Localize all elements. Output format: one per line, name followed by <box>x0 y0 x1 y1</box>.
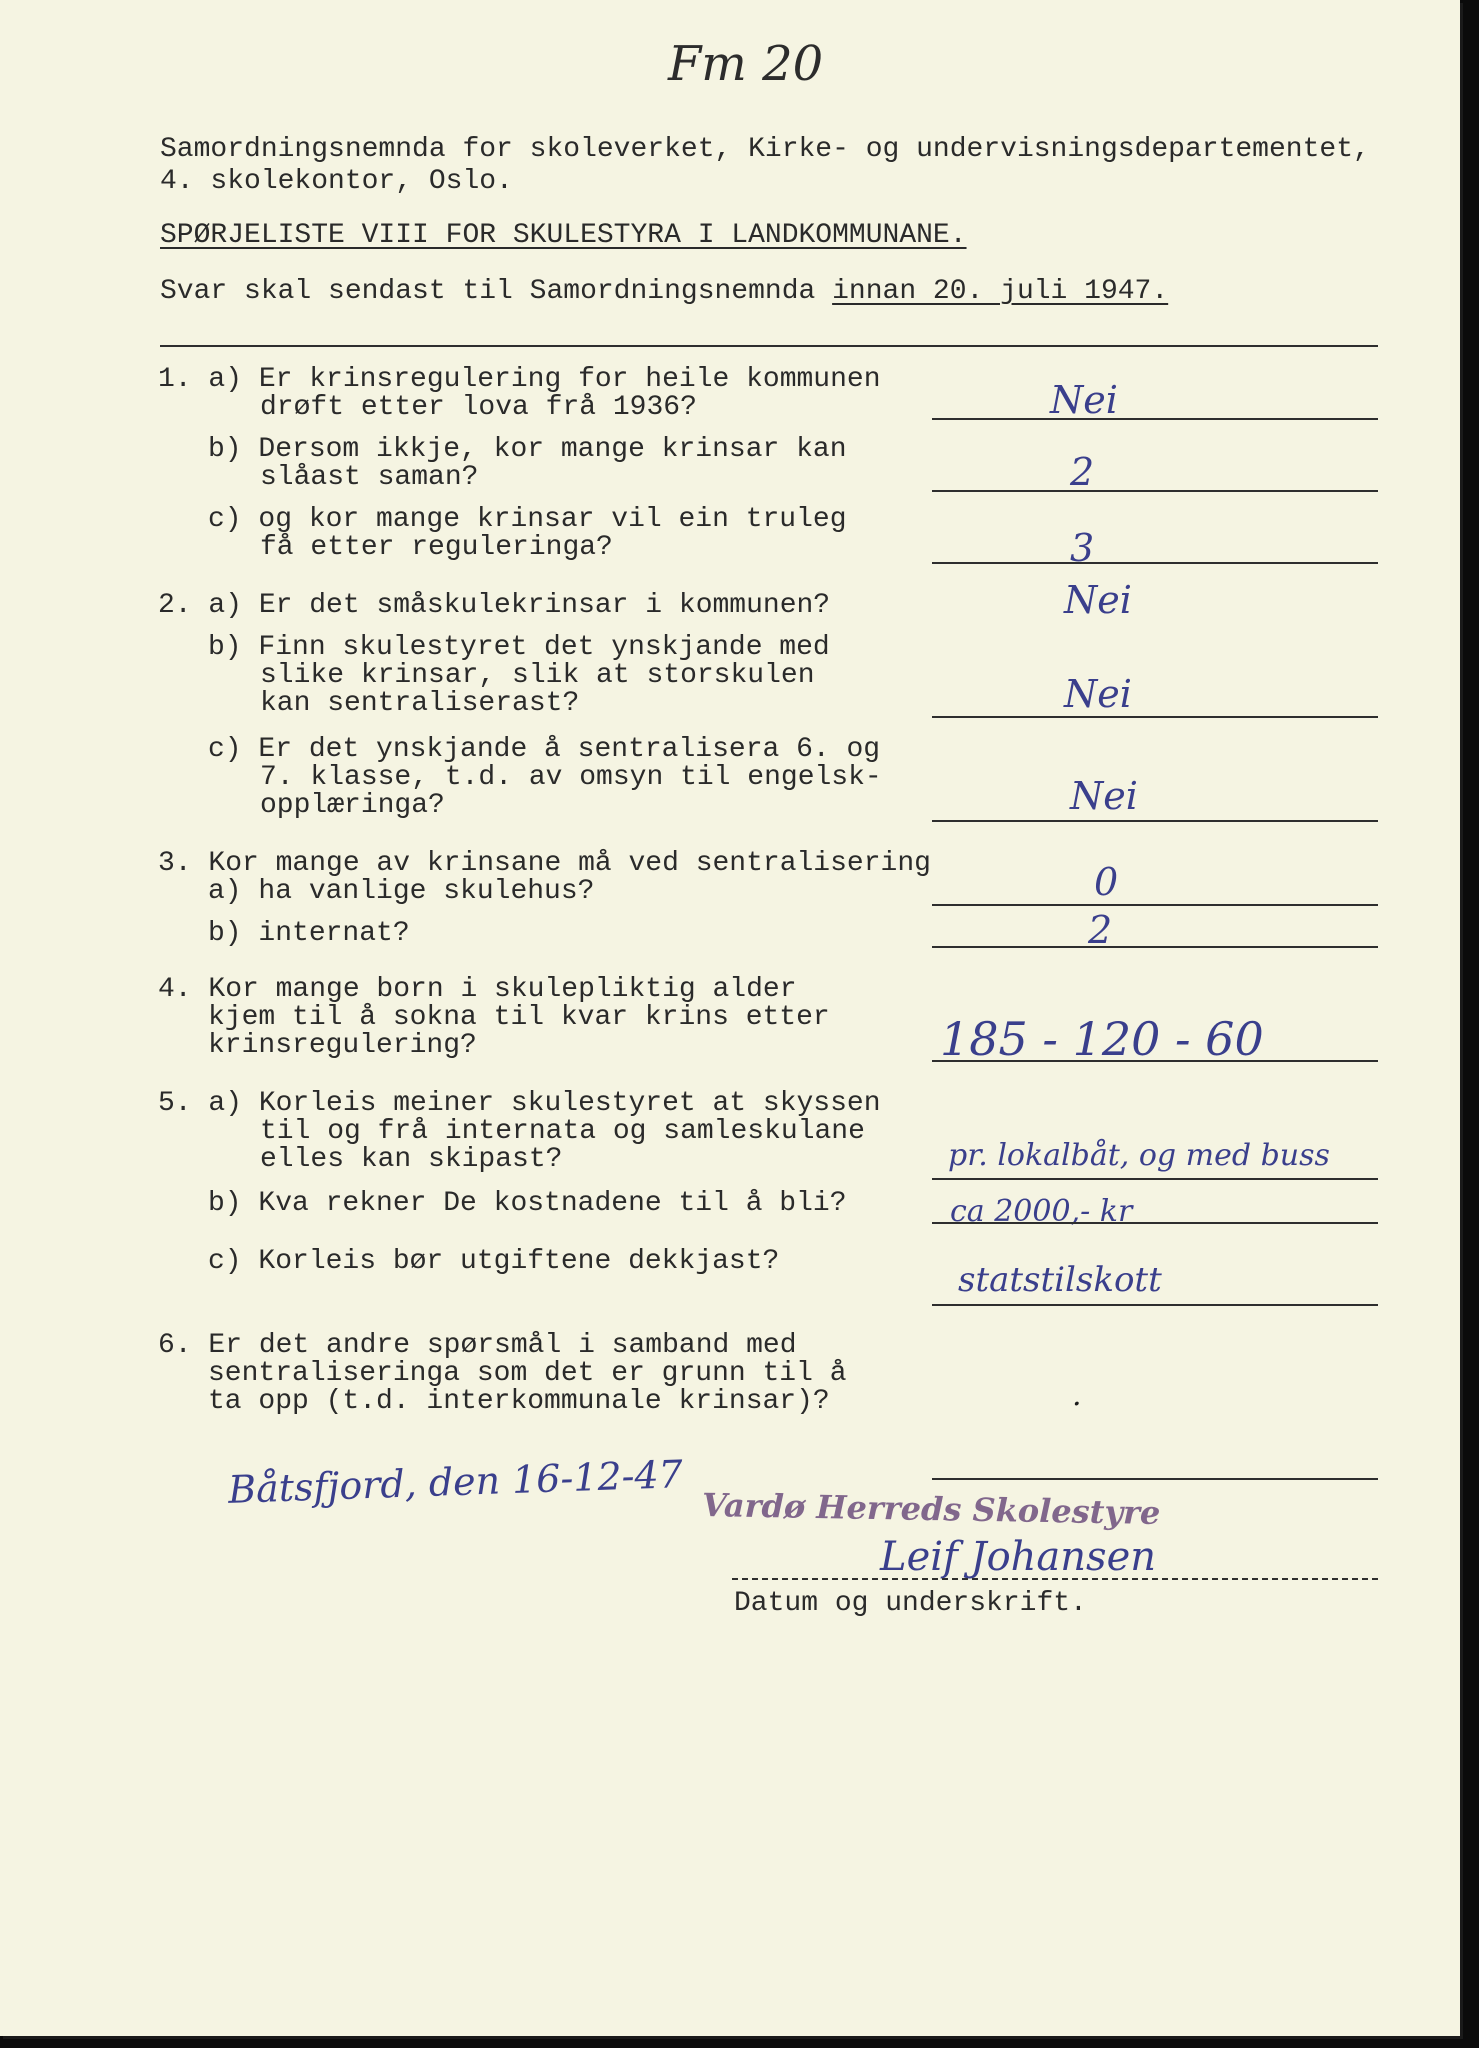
q5a-text-1: 5. a) Korleis meiner skulestyret at skyssen <box>158 1088 881 1119</box>
answer-5b: ca 2000,- kr <box>950 1194 1133 1229</box>
q5b-text: b) Kva rekner De kostnadene til å bli? <box>208 1188 847 1219</box>
q4-text-1: 4. Kor mange born i skulepliktig alder <box>158 974 797 1005</box>
answer-line-2c <box>932 820 1378 822</box>
answer-3b: 2 <box>1088 908 1113 952</box>
q1b-text-2: slåast saman? <box>260 462 479 493</box>
answer-line-6 <box>932 1478 1378 1480</box>
answer-line-4 <box>932 1060 1378 1062</box>
q2a-text: 2. a) Er det småskulekrinsar i kommunen? <box>158 590 831 621</box>
answer-2a: Nei <box>1064 578 1132 622</box>
q6-text-2: sentraliseringa som det er grunn til å <box>208 1358 847 1389</box>
deadline-line <box>160 278 1168 306</box>
q1c-text-2: få etter reguleringa? <box>260 532 613 563</box>
answer-line-1c <box>932 562 1378 564</box>
archive-note: Fm 20 <box>668 36 824 92</box>
answer-5c: statstilskott <box>958 1260 1162 1300</box>
q4-text-2: kjem til å sokna til kvar krins etter <box>208 1002 830 1033</box>
q5c-text: c) Korleis bør utgiftene dekkjast? <box>208 1246 780 1277</box>
q2c-text-2: 7. klasse, t.d. av omsyn til engelsk- <box>260 762 882 793</box>
answer-line-3b <box>932 946 1378 948</box>
answer-3a: 0 <box>1094 860 1119 904</box>
answer-5a: pr. lokalbåt, og med buss <box>948 1138 1330 1173</box>
q1b-text-1: b) Dersom ikkje, kor mange krinsar kan <box>208 434 847 465</box>
answer-1c: 3 <box>1070 526 1095 570</box>
q3a-text: a) ha vanlige skulehus? <box>208 876 595 907</box>
deadline-date: innan 20. juli 1947. <box>832 276 1169 307</box>
answer-1a: Nei <box>1050 378 1118 422</box>
q6-text-1: 6. Er det andre spørsmål i samband med <box>158 1330 797 1361</box>
answer-line-5c <box>932 1304 1378 1306</box>
answer-2b: Nei <box>1064 672 1132 716</box>
header-line-2: 4. skolekontor, Oslo. <box>160 166 513 197</box>
q1a-text-2: drøft etter lova frå 1936? <box>260 392 697 423</box>
q3b-text: b) internat? <box>208 918 410 949</box>
q4-text-3: krinsregulering? <box>208 1030 477 1061</box>
q3-text-1: 3. Kor mange av krinsane må ved sentralisering <box>158 848 931 879</box>
answer-line-2b <box>932 716 1378 718</box>
separator-line <box>160 345 1378 347</box>
signature: Leif Johansen <box>880 1534 1156 1580</box>
answer-4: 185 - 120 - 60 <box>940 1012 1264 1066</box>
deadline-prefix: Svar skal sendast til Samordningsnemnda <box>160 276 833 307</box>
answer-2c: Nei <box>1070 774 1138 818</box>
q1a-text-1: 1. a) Er krinsregulering for heile kommunen <box>158 364 881 395</box>
q2b-text-3: kan sentraliserast? <box>260 688 580 719</box>
answer-6: . <box>1072 1378 1082 1413</box>
document-title: SPØRJELISTE VIII FOR SKULESTYRA I LANDKOMMUNANE. <box>160 220 967 251</box>
q2b-text-2: slike krinsar, slik at storskulen <box>260 660 815 691</box>
q1c-text-1: c) og kor mange krinsar vil ein truleg <box>208 504 847 535</box>
signature-line <box>732 1578 1378 1580</box>
school-board-stamp: Vardø Herreds Skolestyre <box>701 1486 1161 1532</box>
footer-label: Datum og underskrift. <box>734 1588 1087 1619</box>
answer-line-1a <box>932 418 1378 420</box>
q6-text-3: ta opp (t.d. interkommunale krinsar)? <box>208 1386 830 1417</box>
place-and-date: Båtsfjord, den 16-12-47 <box>227 1452 684 1512</box>
q2c-text-1: c) Er det ynskjande å sentralisera 6. og <box>208 734 881 765</box>
header-line-1: Samordningsnemnda for skoleverket, Kirke- og undervisningsdepartementet, <box>160 134 1370 165</box>
q5a-text-3: elles kan skipast? <box>260 1144 563 1175</box>
q5a-text-2: til og frå internata og samleskulane <box>260 1116 865 1147</box>
answer-line-1b <box>932 490 1378 492</box>
answer-line-3a <box>932 904 1378 906</box>
answer-line-5b <box>932 1222 1378 1224</box>
q2b-text-1: b) Finn skulestyret det ynskjande med <box>208 632 830 663</box>
answer-1b: 2 <box>1070 450 1095 494</box>
answer-line-5a <box>932 1178 1378 1180</box>
q2c-text-3: opplæringa? <box>260 790 445 821</box>
